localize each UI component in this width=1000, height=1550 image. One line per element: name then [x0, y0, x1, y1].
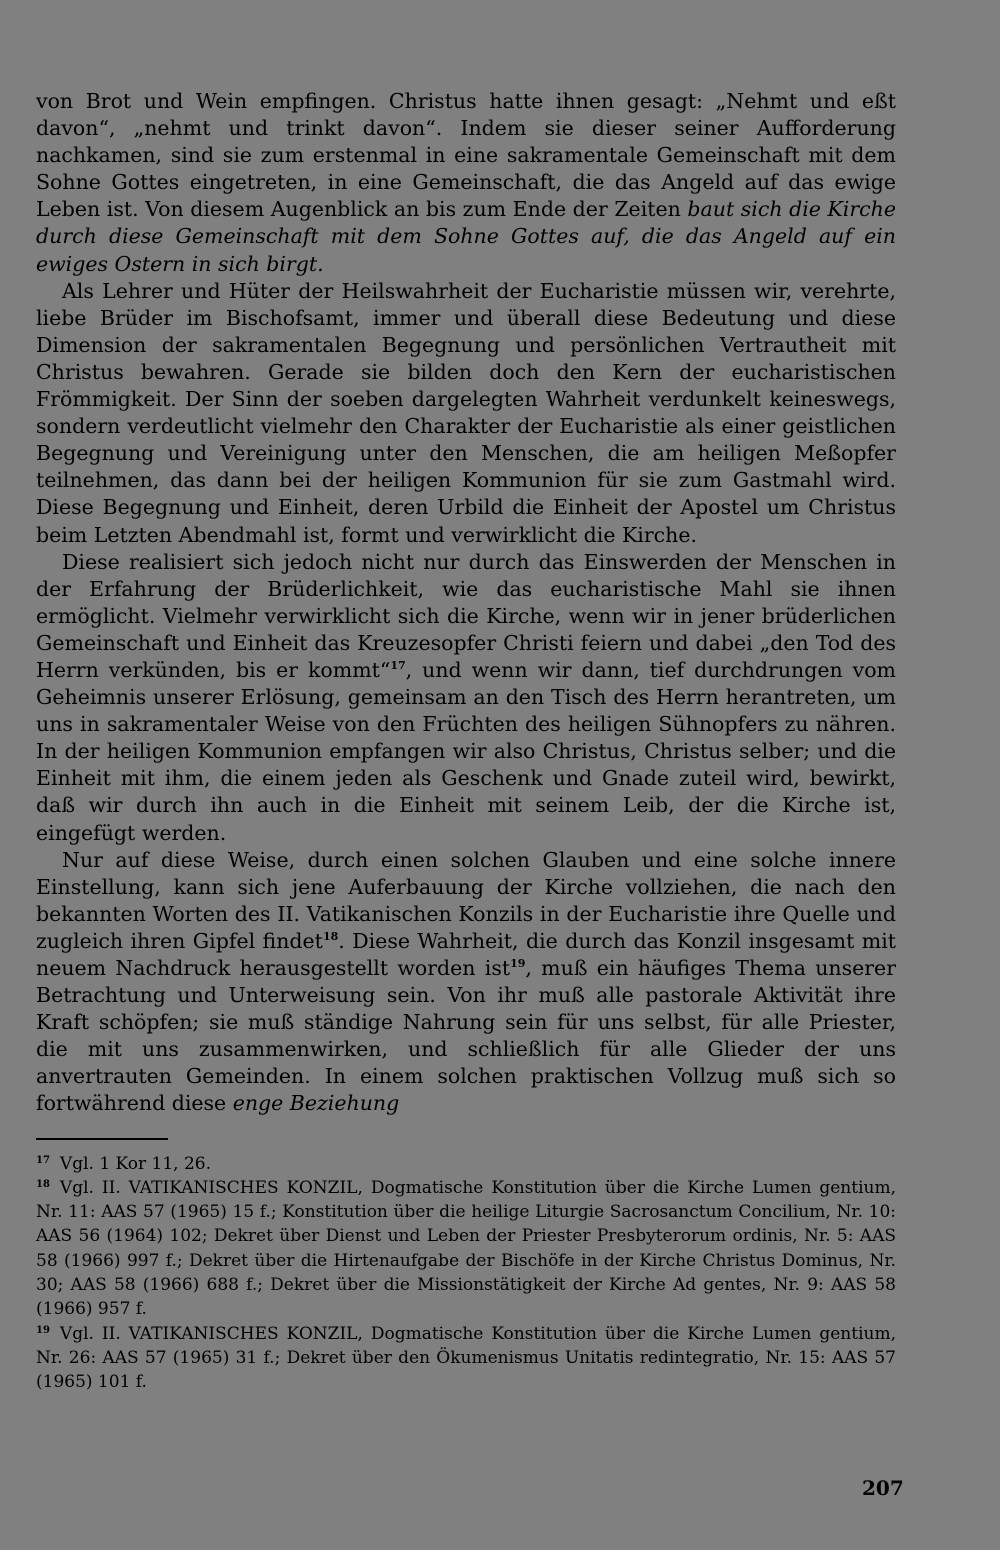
- footnotes: [36, 1152, 896, 1395]
- footnote-number: 19: [36, 1324, 50, 1336]
- footnote-divider: [36, 1138, 168, 1140]
- footnote-ref-17[interactable]: 17: [390, 658, 406, 672]
- paragraph-1-text: von Brot und Wein empfingen. Christus hatte ihnen gesagt: „Nehmt und eßt davon“, „nehmt und trinkt davon“. Indem sie dieser seiner Aufforderung nachkamen, sind sie zum erstenmal in eine sakramentale Gemeinschaft mit dem Sohne Gottes eingetreten, in eine Gemeinschaft, die das Angeld auf das ewige Leben ist. Von diesem Augenblick an bis zum Ende der Zeiten: [36, 89, 896, 222]
- footnote-text: Vgl. II. VATIKANISCHES KONZIL, Dogmatische Konstitution über die Kirche Lumen gentium, Nr. 11: AAS 57 (1965) 15 f.; Konstitution über die heilige Liturgie Sacrosanctum Concilium, Nr. 10: AAS 56 (1964) 102; Dekret über Dienst und Leben der Priester Presbyterorum ordinis, Nr. 5: AAS 58 (1966) 997 f.; Dekret über die Hirtenaufgabe der Bischöfe in der Kirche Christus Dominus, Nr. 30; AAS 58 (1966) 688 f.; Dekret über die Missionstätigkeit der Kirche Ad gentes, Nr. 9: AAS 58 (1966) 957 f.: [36, 1177, 896, 1320]
- footnote-ref-19[interactable]: 19: [510, 957, 526, 970]
- paragraph-4-text-c: , muß ein häufiges Thema unserer Betrachtung und Unterweisung sein. Von ihr muß alle pastorale Aktivität ihre Kraft schöpfen; sie muß ständige Nahrung sein für uns selbst, für alle Priester, die mit uns zusammenwirken, und schließlich für alle Glieder der uns anvertrauten Gemeinden. In einem solchen praktischen Vollzug muß sich so fortwährend diese: [36, 956, 896, 1116]
- paragraph-3: [36, 549, 896, 847]
- paragraph-4-text-b: . Diese Wahrheit, die durch das Konzil insgesamt mit neuem Nachdruck herausgestellt worden ist: [36, 928, 896, 980]
- footnote-19: [36, 1322, 896, 1395]
- paragraph-3-text-b: , und wenn wir dann, tief durchdrungen vom Geheimnis unserer Erlösung, gemeinsam an den Tisch des Herrn herantreten, um uns in sakramentaler Weise von den Früchten des heiligen Sühnopfers zu nähren. In der heiligen Kommunion empfangen wir also Christus, Christus selber; und die Einheit mit ihm, die einem jeden als Geschenk und Gnade zuteil wird, bewirkt, daß wir durch ihn auch in die Einheit mit seinem Leib, der die Kirche ist, eingefügt werden.: [36, 657, 896, 845]
- paragraph-3-text-a: Diese realisiert sich jedoch nicht nur durch das Einswerden der Menschen in der Erfahrung der Brüderlichkeit, wie das eucharistische Mahl sie ihnen ermöglicht. Vielmehr verwirklicht sich die Kirche, wenn wir in jener brüderlichen Gemeinschaft und Einheit das Kreuzesopfer Christi feiern und dabei „den Tod des Herrn verkünden, bis er kommt“: [36, 549, 896, 682]
- footnote-18: [36, 1176, 896, 1322]
- page-number: 207: [862, 1476, 904, 1500]
- paragraph-1-emphasis: baut sich die Kirche durch diese Gemeinschaft mit dem Sohne Gottes auf, die das Angeld auf ein ewiges Ostern in sich birgt.: [36, 197, 896, 276]
- footnote-ref-18[interactable]: 18: [322, 929, 339, 943]
- body-text: [36, 88, 896, 1118]
- footnote-text: Vgl. 1 Kor 11, 26.: [59, 1153, 212, 1174]
- footnote-number: 17: [36, 1154, 50, 1166]
- paragraph-4-text-a: Nur auf diese Weise, durch einen solchen Glauben und eine solche innere Einstellung, kann sich jene Auferbauung der Kirche vollziehen, die nach den bekannten Worten des II. Vatikanischen Konzils in der Eucharistie ihre Quelle und zugleich ihren Gipfel findet: [36, 847, 896, 953]
- paragraph-2: [36, 278, 896, 549]
- footnote-number: 18: [36, 1178, 50, 1190]
- paragraph-1: [36, 88, 896, 278]
- footnote-17: [36, 1152, 896, 1176]
- paragraph-4-emphasis: enge Beziehung: [232, 1091, 400, 1116]
- page-content: [36, 88, 896, 1395]
- paragraph-4: [36, 847, 896, 1118]
- footnote-text: Vgl. II. VATIKANISCHES KONZIL, Dogmatische Konstitution über die Kirche Lumen gentium, Nr. 26: AAS 57 (1965) 31 f.; Dekret über den Ökumenismus Unitatis redintegratio, Nr. 15: AAS 57 (1965) 101 f.: [36, 1323, 896, 1393]
- paragraph-2-text: Als Lehrer und Hüter der Heilswahrheit der Eucharistie müssen wir, verehrte, liebe Brüder im Bischofsamt, immer und überall diese Bedeutung und diese Dimension der sakramentalen Begegnung und persönlichen Vertrautheit mit Christus bewahren. Gerade sie bilden doch den Kern der eucharistischen Frömmigkeit. Der Sinn der soeben dargelegten Wahrheit verdunkelt keineswegs, sondern verdeutlicht vielmehr den Charakter der Eucharistie als einer geistlichen Begegnung und Vereinigung unter den Menschen, die am heiligen Meßopfer teilnehmen, das dann bei der heiligen Kommunion für sie zum Gastmahl wird. Diese Begegnung und Einheit, deren Urbild die Einheit der Apostel um Christus beim Letzten Abendmahl ist, formt und verwirklicht die Kirche.: [36, 278, 896, 547]
